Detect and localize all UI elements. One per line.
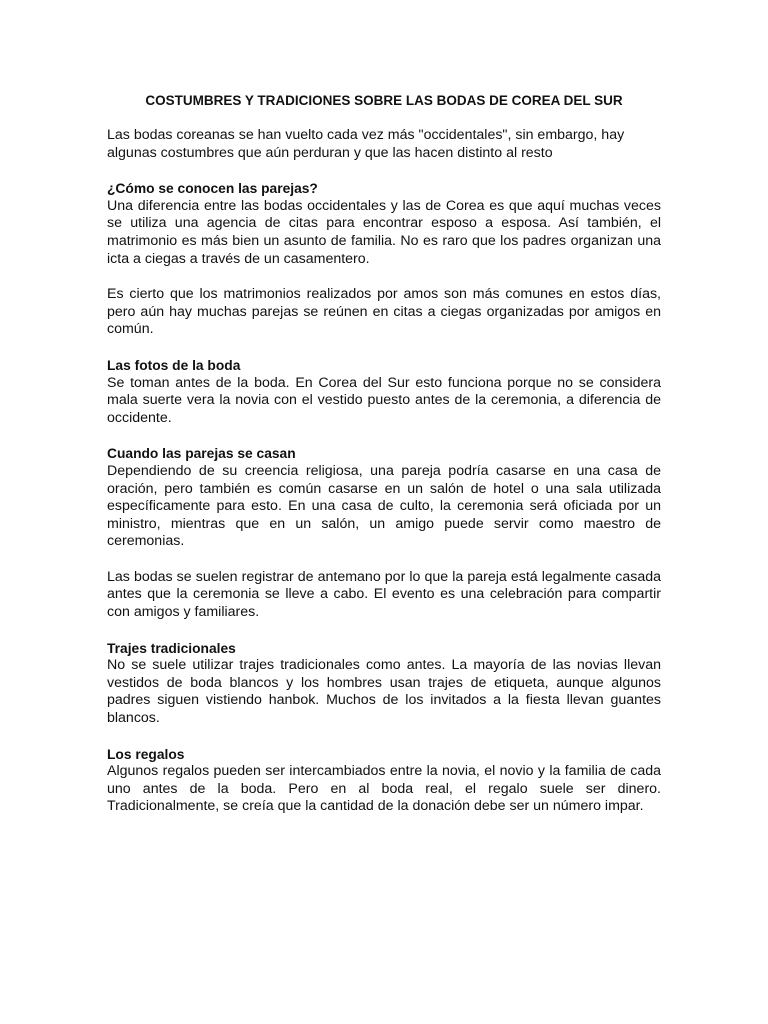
section-trajes-tradicionales [107, 640, 661, 728]
section-paragraph: No se suele utilizar trajes tradicionales como antes. La mayoría de las novias llevan vestidos de boda blancos y los hombres usan trajes de etiqueta, aunque algunos padres siguen vistiendo hanbok. Muchos de los invitados a la fiesta llevan guantes blancos. [107, 657, 661, 727]
section-paragraph: Una diferencia entre las bodas occidentales y las de Corea es que aquí muchas veces se utiliza una agencia de citas para encontrar esposo a esposa. Así también, el matrimonio es más bien un asunto de familia. No es raro que los padres organizan una icta a ciegas a través de un casamentero. [107, 197, 661, 267]
document-title: COSTUMBRES Y TRADICIONES SOBRE LAS BODAS DE COREA DEL SUR [145, 93, 623, 108]
section-paragraph: Se toman antes de la boda. En Corea del Sur esto funciona porque no se considera mala suerte vera la novia con el vestido puesto antes de la ceremonia, a diferencia de occidente. [107, 374, 661, 426]
section-los-regalos [107, 746, 661, 816]
section-heading: Trajes tradicionales [107, 640, 236, 656]
section-heading: Las fotos de la boda [107, 357, 241, 373]
section-paragraph: Algunos regalos pueden ser intercambiados entre la novia, el novio y la familia de cada uno antes de la boda. Pero en al boda real, el regalo suele ser dinero. Tradicionalmente, se creía que la cantidad de la donación debe ser un número impar. [107, 763, 661, 815]
paragraph-gap [107, 551, 661, 569]
section-como-se-conocen [107, 180, 661, 339]
section-fotos-de-la-boda [107, 357, 661, 427]
section-paragraph: Las bodas se suelen registrar de antemano por lo que la pareja está legalmente casada antes que la ceremonia se lleve a cabo. El evento es una celebración para compartir con amigos y familiares. [107, 568, 661, 621]
section-heading: ¿Cómo se conocen las parejas? [107, 181, 318, 197]
document-page [107, 92, 661, 834]
section-paragraph: Es cierto que los matrimonios realizados por amos son más comunes en estos días, pero aún hay muchas parejas se reúnen en citas a ciegas organizadas por amigos en común. [107, 286, 661, 338]
section-paragraph: Dependiendo de su creencia religiosa, una pareja podría casarse en una casa de oración, pero también es común casarse en un salón de hotel o una sala utilizada específicamente para esto. En una casa de culto, la ceremonia será oficiada por un ministro, mientras que en un salón, un amigo puede servir como maestro de ceremonias. [107, 462, 661, 550]
paragraph-gap [107, 268, 661, 286]
section-cuando-se-casan [107, 445, 661, 621]
intro-paragraph: Las bodas coreanas se han vuelto cada vez más "occidentales", sin embargo, hay algunas costumbres que aún perduran y que las hacen distinto al resto [107, 127, 625, 161]
section-heading: Cuando las parejas se casan [107, 446, 296, 462]
section-heading: Los regalos [107, 746, 185, 762]
